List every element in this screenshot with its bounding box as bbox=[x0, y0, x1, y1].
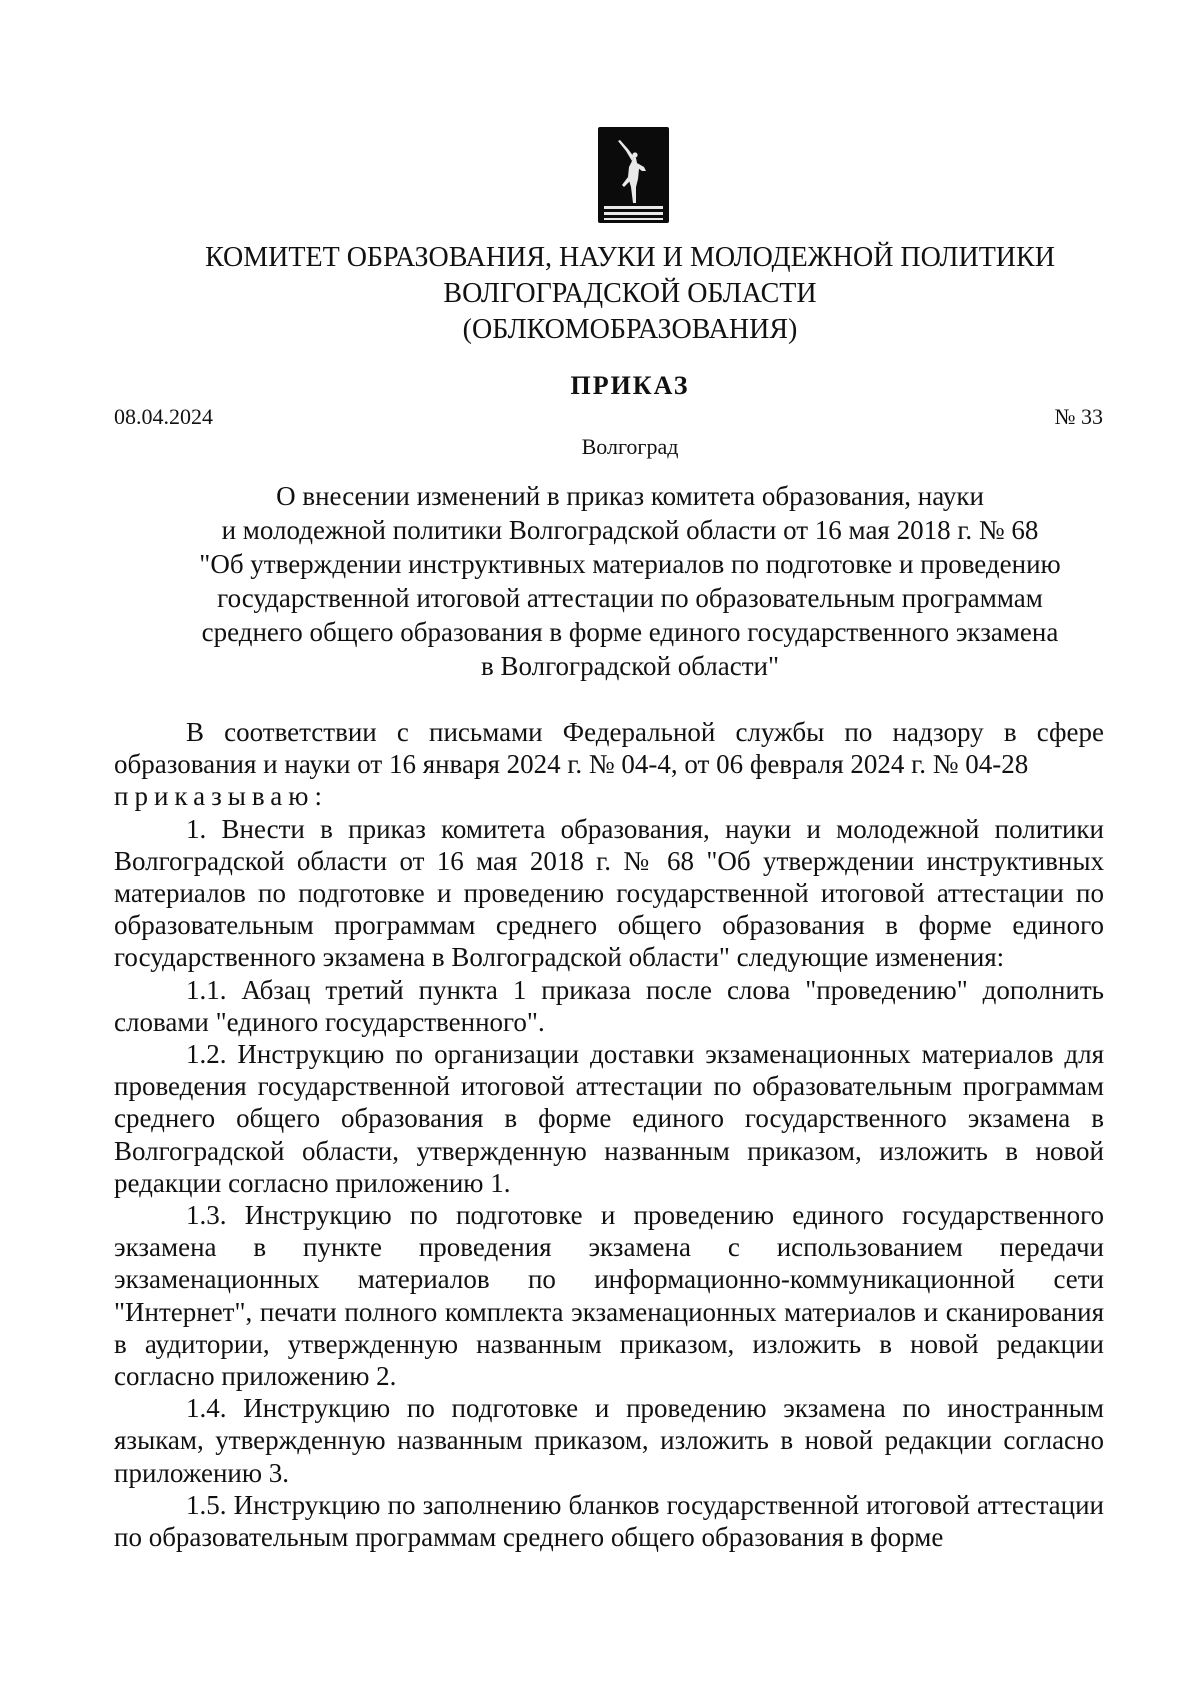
subject-line: государственной итоговой аттестации по образовательным программам bbox=[217, 583, 1043, 613]
subject-line: "Об утверждении инструктивных материалов по подготовке и проведению bbox=[199, 549, 1061, 579]
paragraph-1: 1. Внести в приказ комитета образования, науки и молодежной политики Волгоградской области от 16 мая 2018 г. № 68 "Об утверждении инструктивных материалов по подготовке и проведению государственной итоговой аттестации по образовательным программам среднего общего образования в форме единого государственного экзамена в Волгоградской области" следующие изменения: bbox=[114, 813, 1104, 973]
document-city: Волгоград bbox=[581, 434, 679, 459]
subject-line: О внесении изменений в приказ комитета образования, науки bbox=[276, 481, 984, 511]
order-word-text: приказываю: bbox=[114, 781, 328, 812]
paragraph-1-4: 1.4. Инструкцию по подготовке и проведению экзамена по иностранным языкам, утвержденную названным приказом, изложить в новой редакции согласно приложению 3. bbox=[114, 1393, 1104, 1488]
order-word bbox=[114, 780, 1104, 812]
organization-name-line-1: КОМИТЕТ ОБРАЗОВАНИЯ, НАУКИ И МОЛОДЕЖНОЙ ПОЛИТИКИ bbox=[205, 242, 1055, 273]
document-body bbox=[114, 716, 1104, 1553]
paragraph-1-1: 1.1. Абзац третий пункта 1 приказа после слова "проведению" дополнить словами "единого государственного". bbox=[114, 974, 1104, 1037]
volgograd-coat-of-arms-icon bbox=[598, 127, 669, 223]
subject-line: и молодежной политики Волгоградской области от 16 мая 2018 г. № 68 bbox=[221, 515, 1039, 545]
subject-line: среднего общего образования в форме единого государственного экзамена bbox=[201, 617, 1059, 647]
paragraph-1-2: 1.2. Инструкцию по организации доставки экзаменационных материалов для проведения государственной итоговой аттестации по образовательным программам среднего общего образования в форме единого государственного экзамена в Волгоградской области, утвержденную названным приказом, изложить в новой редакции согласно приложению 1. bbox=[114, 1039, 1104, 1198]
intro-paragraph: В соответствии с письмами Федеральной службы по надзору в сфере образования и науки от 16 января 2024 г. № 04-4, от 06 февраля 2024 г. № 04-28 bbox=[114, 717, 1104, 780]
subject-line: в Волгоградской области" bbox=[480, 651, 780, 681]
document-date: 08.04.2024 bbox=[114, 404, 213, 429]
document-number: № 33 bbox=[1054, 404, 1103, 429]
organization-name-line-2: ВОЛГОГРАДСКОЙ ОБЛАСТИ bbox=[443, 278, 817, 309]
document-type-title: ПРИКАЗ bbox=[570, 371, 690, 400]
organization-abbreviation: (ОБЛКОМОБРАЗОВАНИЯ) bbox=[462, 314, 798, 345]
paragraph-1-5: 1.5. Инструкцию по заполнению бланков государственной итоговой аттестации по образовательным программам среднего общего образования в форме bbox=[114, 1489, 1104, 1553]
paragraph-1-3: 1.3. Инструкцию по подготовке и проведению единого государственного экзамена в пункте проведения экзамена с использованием передачи экзаменационных материалов по информационно-коммуникационной сети "Интернет", печати полного комплекта экзаменационных материалов и сканирования в аудитории, утвержденную названным приказом, изложить в новой редакции согласно приложению 2. bbox=[114, 1200, 1104, 1392]
